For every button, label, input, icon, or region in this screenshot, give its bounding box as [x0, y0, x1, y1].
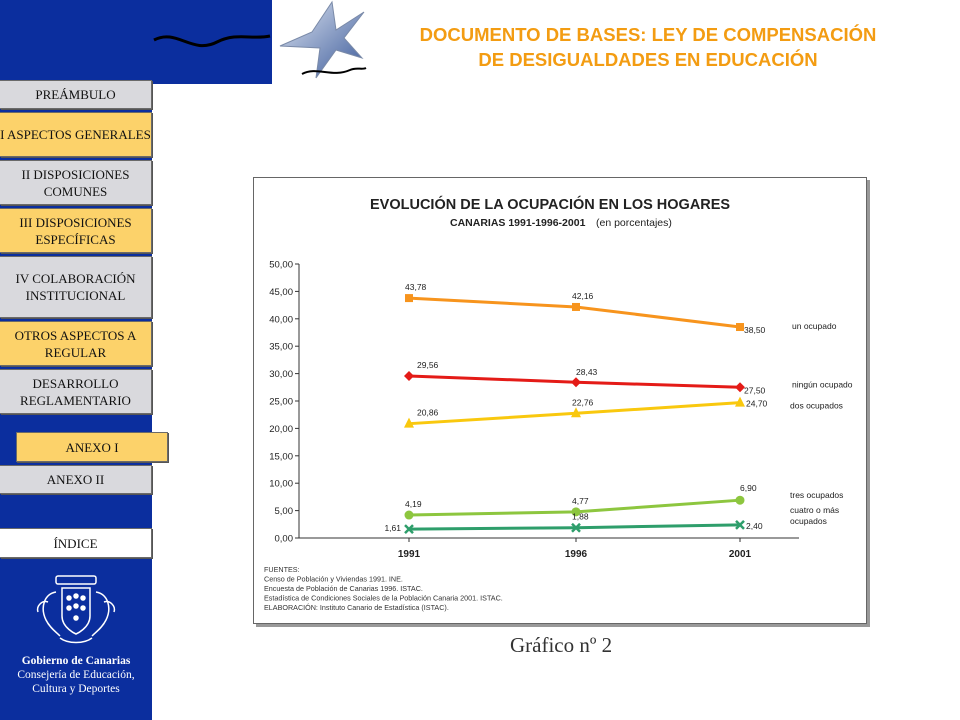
nav-indice-button[interactable]: ÍNDICE — [0, 528, 152, 558]
data-label: 22,76 — [572, 397, 594, 408]
data-label: 42,16 — [572, 290, 594, 301]
data-label: 29,56 — [417, 360, 439, 371]
data-label: 43,78 — [405, 282, 427, 293]
data-point-marker — [404, 371, 414, 381]
source-line: Censo de Población y Viviendas 1991. INE. — [264, 574, 403, 584]
data-label: 27,50 — [744, 385, 766, 396]
y-tick-label: 35,00 — [269, 341, 293, 353]
y-tick-label: 25,00 — [269, 396, 293, 408]
data-point-marker — [736, 496, 745, 505]
data-point-marker — [405, 294, 413, 302]
y-tick-label: 5,00 — [274, 506, 293, 518]
data-point-marker — [736, 323, 744, 331]
chart-subtitle-bold: CANARIAS 1991-1996-2001 — [450, 217, 586, 229]
series-name-label: cuatro o más — [790, 504, 840, 515]
title-line-2: DE DESIGUALDADES EN EDUCACIÓN — [478, 49, 818, 70]
nav-anexo-i-button[interactable]: ANEXO I — [16, 432, 168, 462]
document-title — [372, 22, 924, 72]
figure-caption: Gráfico nº 2 — [510, 633, 613, 657]
org-line-3: Cultura y Deportes — [32, 683, 120, 695]
nav-colaboracion-institucional-button[interactable]: IV COLABORACIÓN INSTITUCIONAL — [0, 256, 152, 318]
nav-disposiciones-comunes-button[interactable]: II DISPOSICIONES COMUNES — [0, 160, 152, 205]
y-tick-label: 20,00 — [269, 423, 293, 435]
x-tick-label: 1991 — [397, 549, 421, 560]
series-name-label: un ocupado — [792, 321, 837, 332]
org-line-1: Gobierno de Canarias — [21, 655, 131, 667]
nav-aspectos-generales-button[interactable]: I ASPECTOS GENERALES — [0, 112, 152, 157]
series-name-label: ocupados — [790, 515, 827, 526]
header-logo-panel — [152, 0, 272, 84]
y-tick-label: 0,00 — [274, 533, 293, 545]
line-chart — [254, 178, 866, 623]
series-name-label: ningún ocupado — [792, 379, 853, 390]
org-line-2: Consejería de Educación, — [17, 669, 135, 681]
data-label: 2,40 — [746, 520, 763, 531]
wave-logo-icon — [152, 0, 272, 84]
data-label: 20,86 — [417, 407, 439, 418]
star-logo-icon — [272, 0, 372, 84]
data-label: 38,50 — [744, 325, 766, 336]
nav-disposiciones-especificas-button[interactable]: III DISPOSICIONES ESPECÍFICAS — [0, 208, 152, 253]
source-line: FUENTES: — [264, 565, 300, 574]
data-label: 1,88 — [572, 511, 589, 522]
series-name-label: tres ocupados — [790, 490, 844, 501]
chart-title: EVOLUCIÓN DE LA OCUPACIÓN EN LOS HOGARES — [370, 197, 731, 213]
data-label: 1,61 — [384, 523, 401, 534]
y-tick-label: 10,00 — [269, 478, 293, 490]
data-label: 4,77 — [572, 495, 589, 506]
coat-of-arms-icon — [26, 572, 126, 648]
x-tick-label: 2001 — [728, 549, 752, 560]
data-point-marker — [571, 377, 581, 387]
nav-anexo-ii-button[interactable]: ANEXO II — [0, 465, 152, 494]
data-label: 4,19 — [405, 499, 422, 510]
data-point-marker — [405, 511, 414, 520]
x-tick-label: 1996 — [564, 549, 588, 560]
nav-otros-aspectos-button[interactable]: OTROS ASPECTOS A REGULAR — [0, 321, 152, 366]
y-tick-label: 15,00 — [269, 451, 293, 463]
source-line: ELABORACIÓN: Instituto Canario de Estadística (ISTAC). — [264, 603, 449, 612]
series-line — [409, 298, 740, 327]
nav-preambulo-button[interactable]: PREÁMBULO — [0, 80, 152, 109]
y-tick-label: 45,00 — [269, 286, 293, 298]
nav-desarrollo-reglamentario-button[interactable]: DESARROLLO REGLAMENTARIO — [0, 369, 152, 414]
series-name-label: dos ocupados — [790, 400, 843, 411]
data-label: 6,90 — [740, 483, 757, 494]
data-label: 24,70 — [746, 398, 768, 409]
title-line-1: DOCUMENTO DE BASES: LEY DE COMPENSACIÓN — [419, 24, 877, 45]
chart-frame — [253, 177, 867, 624]
y-tick-label: 30,00 — [269, 369, 293, 381]
source-line: Estadística de Condiciones Sociales de la Población Canaria 2001. ISTAC. — [264, 593, 503, 603]
y-tick-label: 50,00 — [269, 259, 293, 271]
chart-subtitle-rest: (en porcentajes) — [596, 217, 672, 229]
y-tick-label: 40,00 — [269, 314, 293, 326]
government-caption — [0, 654, 152, 696]
source-line: Encuesta de Población de Canarias 1996. ISTAC. — [264, 584, 423, 593]
data-label: 28,43 — [576, 367, 598, 378]
data-point-marker — [572, 303, 580, 311]
